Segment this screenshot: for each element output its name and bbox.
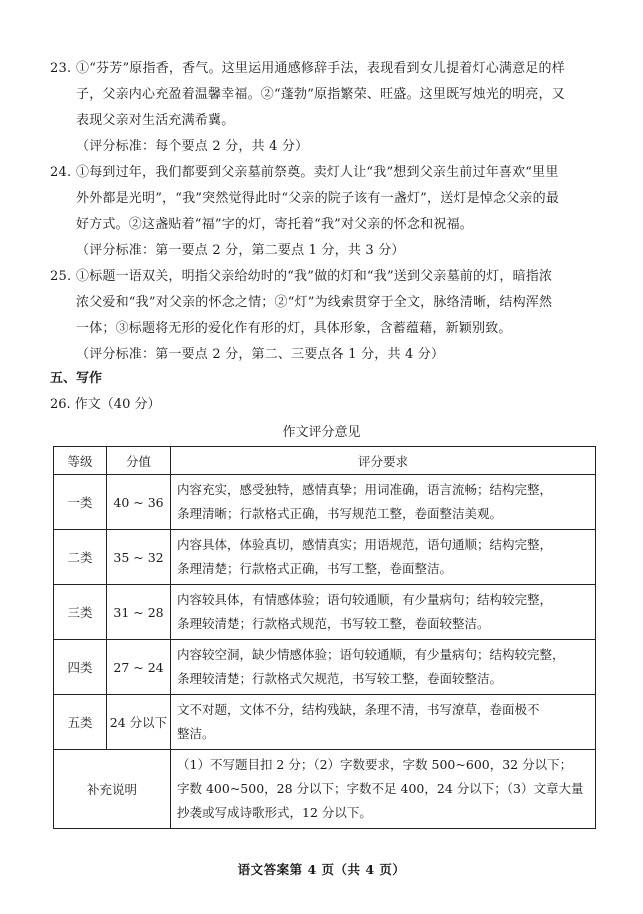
scoring-note: （评分标准：每个要点 2 分，共 4 分） [76,139,309,154]
table-row-supplement [54,750,596,829]
table-row [54,530,596,585]
answer-line: 表现父亲对生活充满希冀。 [76,113,235,128]
requirement-cell [171,530,596,585]
requirement-cell [171,585,596,640]
requirement-line: 整洁。 [177,726,215,741]
table-row [54,640,596,695]
table-title: 作文评分意见 [282,425,361,440]
score-cell: 27 ~ 24 [107,640,171,695]
answer-line: 一体；③标题将无形的爱化作有形的灯，具体形象，含蓄蕴藉，新颖别致。 [76,321,512,336]
question-number: 23. [50,61,72,76]
supplement-label: 补充说明 [54,750,171,829]
answer-23 [50,56,595,160]
answer-24 [50,160,595,264]
table-row [54,695,596,750]
grading-table [53,446,596,829]
supplement-line: （1）不写题目扣 2 分；（2）字数要求，字数 500~600，32 分以下； [177,757,573,772]
question-number: 25. [50,269,72,284]
scoring-note: （评分标准：第一要点 2 分，第二要点 1 分，共 3 分） [76,243,405,258]
requirement-cell [171,640,596,695]
supplement-line: 抄袭或写成诗歌形式，12 分以下。 [177,805,372,820]
answer-line: 外外都是光明”，“我”突然觉得此时“父亲的院子该有一盏灯”，送灯是悼念父亲的最 [76,191,560,206]
level-cell: 四类 [54,640,107,695]
requirement-line: 内容较具体，有情感体验；语句较通顺，有少量病句；结构较完整， [177,592,553,607]
header-level: 等级 [54,447,107,475]
requirement-line: 内容具体，体验真切，感情真实；用语规范，语句通顺；结构完整， [177,537,553,552]
requirement-cell [171,695,596,750]
answer-line: ①“芬芳”原指香，香气。这里运用通感修辞手法，表现看到女儿提着灯心满意足的样 [76,61,565,76]
answer-line: ①标题一语双关，明指父亲给幼时的“我”做的灯和“我”送到父亲墓前的灯，暗指浓 [76,269,553,284]
requirement-cell [171,475,596,530]
supplement-line: 字数 400~500，28 分以下；字数不足 400，24 分以下；（3）文章大量 [177,781,584,796]
level-cell: 一类 [54,475,107,530]
requirement-line: 条理清楚；行款格式正确，书写工整，卷面整洁。 [177,561,453,576]
requirement-line: 条理较清楚；行款格式规范，书写较工整，卷面较整洁。 [177,616,490,631]
answer-line: ①每到过年，我们都要到父亲墓前祭奠。卖灯人让“我”想到父亲生前过年喜欢“里里 [76,165,559,180]
score-cell: 31 ~ 28 [107,585,171,640]
table-header-row [54,447,596,475]
table-row [54,475,596,530]
requirement-line: 条理较清楚；行款格式欠规范，书写较工整，卷面较整洁。 [177,671,503,686]
requirement-line: 文不对题，文体不分，结构残缺，条理不清，书写潦草，卷面极不 [177,702,540,717]
scoring-note: （评分标准：第一要点 2 分，第二、三要点各 1 分，共 4 分） [76,347,445,362]
answer-line: 子，父亲内心充盈着温馨幸福。②“蓬勃”原指繁荣、旺盛。这里既写烛光的明亮，又 [76,87,565,102]
table-row [54,585,596,640]
header-requirements: 评分要求 [171,447,596,475]
score-cell: 40 ~ 36 [107,475,171,530]
level-cell: 二类 [54,530,107,585]
supplement-cell [171,750,596,829]
score-cell: 35 ~ 32 [107,530,171,585]
requirement-line: 内容充实，感受独特，感情真挚；用词准确，语言流畅；结构完整， [177,482,553,497]
score-cell: 24 分以下 [107,695,171,750]
level-cell: 五类 [54,695,107,750]
answer-25 [50,264,595,368]
answer-line: 浓父爱和“我”对父亲的怀念之情；②“灯”为线索贯穿于全文，脉络清晰，结构浑然 [76,295,553,310]
level-cell: 三类 [54,585,107,640]
answer-line: 好方式。②这盏贴着“福”字的灯，寄托着“我”对父亲的怀念和祝福。 [76,217,473,232]
header-score: 分值 [107,447,171,475]
requirement-line: 内容较空洞，缺少情感体验；语句较通顺，有少量病句；结构较完整， [177,647,565,662]
question-number: 24. [50,165,72,180]
page-footer: 语文答案第 4 页（共 4 页） [237,862,406,877]
essay-question: 26. 作文（40 分） [50,397,161,412]
section-title: 五、写作 [50,371,103,386]
requirement-line: 条理清晰；行款格式正确，书写规范工整，卷面整洁美观。 [177,506,503,521]
